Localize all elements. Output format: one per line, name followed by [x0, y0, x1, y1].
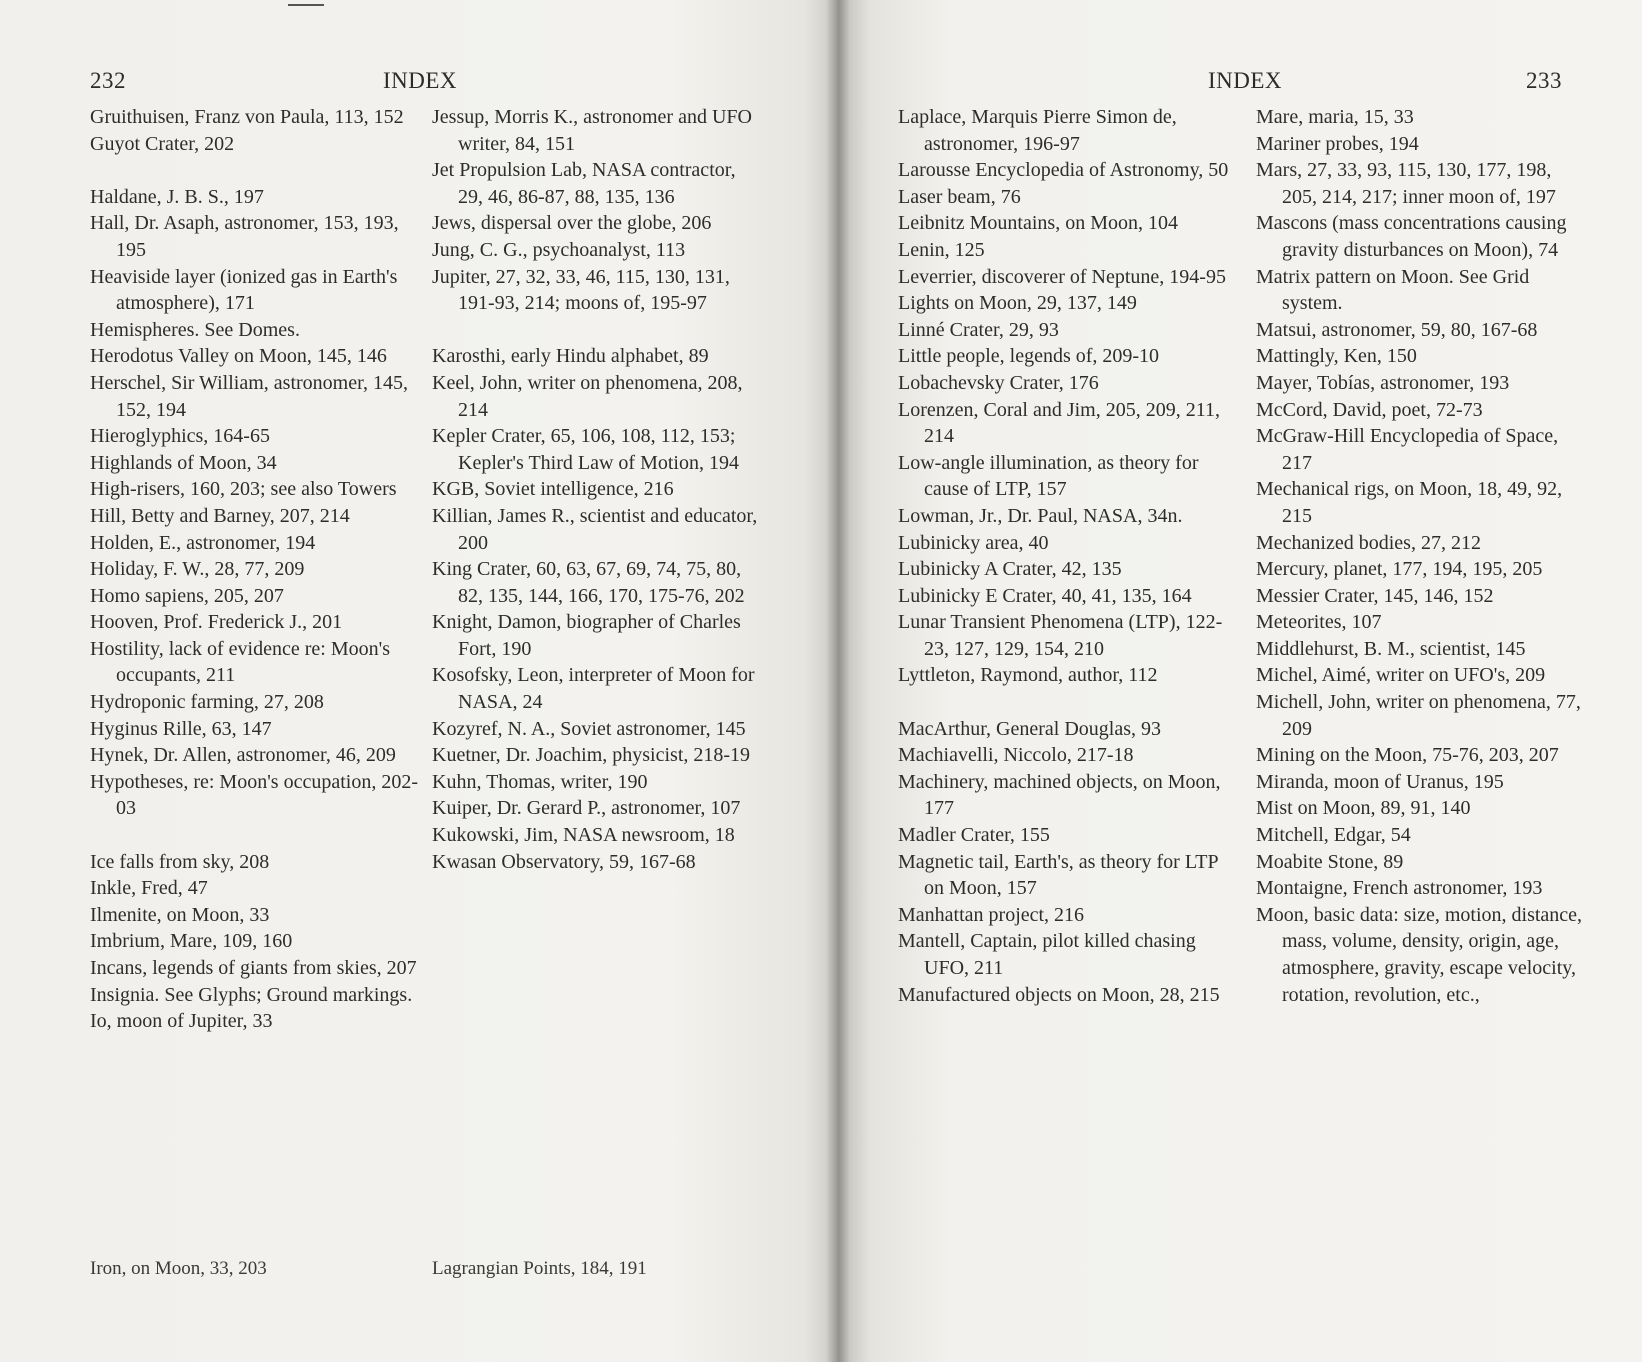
index-entry: Ice falls from sky, 208	[90, 850, 270, 873]
index-entry: Kosofsky, Leon, interpreter of Moon for NASA, 24	[432, 664, 755, 714]
index-entry: Herschel, Sir William, astronomer, 145, 152, 194	[90, 371, 408, 421]
index-entry: Gruithuisen, Franz von Paula, 113, 152	[90, 106, 404, 128]
index-entry: Kwasan Observatory, 59, 167-68	[432, 850, 696, 873]
index-entry: Messier Crater, 145, 146, 152	[1256, 584, 1494, 607]
index-entry: Lubinicky A Crater, 42, 135	[898, 558, 1122, 581]
index-entry: Mechanized bodies, 27, 212	[1256, 531, 1481, 554]
index-entry: Manufactured objects on Moon, 28, 215	[898, 983, 1220, 1006]
left-page-column-1	[90, 104, 420, 1035]
index-entry: Lenin, 125	[898, 238, 985, 261]
index-entry: Kuetner, Dr. Joachim, physicist, 218-19	[432, 744, 751, 767]
index-entry: Laplace, Marquis Pierre Simon de, astronomer, 196-97	[898, 106, 1177, 155]
index-entry: Lunar Transient Phenomena (LTP), 122-23, 127, 129, 154, 210	[898, 611, 1223, 660]
index-entry-bottom-right: Lagrangian Points, 184, 191	[432, 1258, 647, 1279]
index-entry: Mare, maria, 15, 33	[1256, 106, 1414, 128]
index-entry: Machiavelli, Niccolo, 217-18	[898, 744, 1134, 767]
index-entry: Hieroglyphics, 164-65	[90, 425, 270, 448]
index-entry: Leibnitz Mountains, on Moon, 104	[898, 212, 1178, 235]
index-entry: Haldane, J. B. S., 197	[90, 185, 264, 208]
index-entry: Kuiper, Dr. Gerard P., astronomer, 107	[432, 797, 741, 820]
index-entry: Jupiter, 27, 32, 33, 46, 115, 130, 131, 191-93, 214; moons of, 195-97	[432, 265, 730, 315]
index-entry: Kepler Crater, 65, 106, 108, 112, 153; Kepler's Third Law of Motion, 194	[432, 425, 739, 474]
index-entry: Manhattan project, 216	[898, 903, 1085, 926]
index-entry: Herodotus Valley on Moon, 145, 146	[90, 345, 387, 368]
index-entry: Hypotheses, re: Moon's occupation, 202-03	[90, 770, 418, 820]
index-entry: Mariner probes, 194	[1256, 132, 1419, 155]
index-entry: Homo sapiens, 205, 207	[90, 584, 284, 607]
index-entry: Io, moon of Jupiter, 33	[90, 1010, 273, 1033]
index-entry: High-risers, 160, 203; see also Towers	[90, 478, 397, 501]
index-entry: Moabite Stone, 89	[1256, 850, 1404, 873]
index-entry: Knight, Damon, biographer of Charles Fort, 190	[432, 611, 741, 660]
index-entry: Montaigne, French astronomer, 193	[1256, 877, 1543, 900]
index-entry: Jews, dispersal over the globe, 206	[432, 212, 712, 235]
index-entry: Kukowski, Jim, NASA newsroom, 18	[432, 824, 735, 847]
top-rule	[288, 4, 324, 6]
index-entry: Lubinicky area, 40	[898, 531, 1049, 554]
index-entry: MacArthur, General Douglas, 93	[898, 717, 1162, 740]
index-entry: Mist on Moon, 89, 91, 140	[1256, 797, 1471, 820]
index-entry: Lubinicky E Crater, 40, 41, 135, 164	[898, 584, 1192, 607]
index-entry: Hyginus Rille, 63, 147	[90, 717, 272, 740]
index-entry: Killian, James R., scientist and educator, 200	[432, 504, 758, 554]
index-entry: Mattingly, Ken, 150	[1256, 345, 1417, 368]
left-page-column-2	[432, 104, 758, 875]
index-entry: Mascons (mass concentrations causing gravity disturbances on Moon), 74	[1256, 212, 1567, 261]
index-entry: Guyot Crater, 202	[90, 132, 235, 155]
index-entry: Jung, C. G., psychoanalyst, 113	[432, 238, 686, 261]
index-entry: King Crater, 60, 63, 67, 69, 74, 75, 80, 82, 135, 144, 166, 170, 175-76, 202	[432, 558, 745, 607]
index-entry: Mechanical rigs, on Moon, 18, 49, 92, 215	[1256, 478, 1563, 527]
index-entry: Hydroponic farming, 27, 208	[90, 691, 324, 714]
index-entry: KGB, Soviet intelligence, 216	[432, 478, 674, 501]
index-entry: Highlands of Moon, 34	[90, 451, 277, 474]
index-entry: Moon, basic data: size, motion, distance, mass, volume, density, origin, age, atmosphere, gravity, escape velocity, rotation, revolution, etc.,	[1256, 903, 1583, 1006]
index-entry: Kuhn, Thomas, writer, 190	[432, 770, 648, 793]
index-entry: Hynek, Dr. Allen, astronomer, 46, 209	[90, 744, 396, 767]
index-entry: Matsui, astronomer, 59, 80, 167-68	[1256, 318, 1538, 341]
index-entry: Lobachevsky Crater, 176	[898, 371, 1099, 394]
index-entry: Miranda, moon of Uranus, 195	[1256, 770, 1504, 793]
index-entry: Mantell, Captain, pilot killed chasing UFO, 211	[898, 930, 1196, 979]
right-page-header: INDEX	[1208, 68, 1283, 93]
index-entry: Mining on the Moon, 75-76, 203, 207	[1256, 744, 1559, 767]
index-entry: Hill, Betty and Barney, 207, 214	[90, 504, 350, 527]
index-entry: Inkle, Fred, 47	[90, 877, 208, 900]
index-entry: Lorenzen, Coral and Jim, 205, 209, 211, 214	[898, 398, 1220, 448]
right-page	[838, 0, 1642, 1362]
book-gutter	[826, 0, 850, 1362]
index-entry: Mitchell, Edgar, 54	[1256, 824, 1411, 847]
left-page-header: INDEX	[383, 68, 458, 93]
index-entry: Leverrier, discoverer of Neptune, 194-95	[898, 265, 1226, 288]
index-entry: Linné Crater, 29, 93	[898, 318, 1059, 341]
index-entry-bottom-left: Iron, on Moon, 33, 203	[90, 1258, 267, 1279]
index-entry: Machinery, machined objects, on Moon, 177	[898, 770, 1221, 820]
index-entry: Insignia. See Glyphs; Ground markings.	[90, 983, 413, 1006]
index-entry: Imbrium, Mare, 109, 160	[90, 930, 293, 953]
index-entry: Little people, legends of, 209-10	[898, 345, 1160, 368]
index-entry: Michel, Aimé, writer on UFO's, 209	[1256, 664, 1546, 687]
index-entry: Lyttleton, Raymond, author, 112	[898, 664, 1158, 687]
index-entry: Holiday, F. W., 28, 77, 209	[90, 558, 305, 581]
right-page-number: 233	[1526, 68, 1562, 93]
index-entry: Madler Crater, 155	[898, 824, 1050, 847]
index-entry: Low-angle illumination, as theory for cause of LTP, 157	[898, 451, 1199, 501]
index-entry: Michell, John, writer on phenomena, 77, 209	[1256, 691, 1581, 740]
index-entry: Laser beam, 76	[898, 185, 1021, 208]
index-entry: Heaviside layer (ionized gas in Earth's atmosphere), 171	[90, 265, 398, 315]
index-entry: Lowman, Jr., Dr. Paul, NASA, 34n.	[898, 504, 1183, 527]
index-entry: Middlehurst, B. M., scientist, 145	[1256, 637, 1526, 660]
index-entry: Hall, Dr. Asaph, astronomer, 153, 193, 195	[90, 212, 399, 261]
index-entry: Lights on Moon, 29, 137, 149	[898, 292, 1137, 315]
index-entry: Keel, John, writer on phenomena, 208, 214	[432, 371, 743, 421]
index-entry: Matrix pattern on Moon. See Grid system.	[1256, 265, 1530, 315]
index-entry: Meteorites, 107	[1256, 611, 1382, 634]
index-entry: Larousse Encyclopedia of Astronomy, 50	[898, 159, 1229, 182]
index-entry: Ilmenite, on Moon, 33	[90, 903, 270, 926]
index-entry: Hostility, lack of evidence re: Moon's occupants, 211	[90, 637, 391, 687]
index-entry: Magnetic tail, Earth's, as theory for LTP on Moon, 157	[898, 850, 1218, 900]
index-entry: McGraw-Hill Encyclopedia of Space, 217	[1256, 425, 1559, 474]
left-page-number: 232	[90, 68, 126, 93]
index-entry: Holden, E., astronomer, 194	[90, 531, 316, 554]
index-entry: Karosthi, early Hindu alphabet, 89	[432, 345, 709, 368]
index-entry: Mars, 27, 33, 93, 115, 130, 177, 198, 205, 214, 217; inner moon of, 197	[1256, 159, 1556, 208]
index-entry: Hemispheres. See Domes.	[90, 318, 300, 341]
index-entry: Mayer, Tobías, astronomer, 193	[1256, 371, 1510, 394]
index-entry: Hooven, Prof. Frederick J., 201	[90, 611, 343, 634]
index-entry: McCord, David, poet, 72-73	[1256, 398, 1483, 421]
index-entry: Mercury, planet, 177, 194, 195, 205	[1256, 558, 1543, 581]
index-entry: Jessup, Morris K., astronomer and UFO writer, 84, 151	[432, 106, 752, 155]
right-page-column-2	[1256, 104, 1590, 1008]
index-entry: Kozyref, N. A., Soviet astronomer, 145	[432, 717, 746, 740]
index-entry: Jet Propulsion Lab, NASA contractor, 29, 46, 86-87, 88, 135, 136	[432, 159, 736, 208]
index-entry: Incans, legends of giants from skies, 207	[90, 957, 417, 979]
right-page-column-1	[898, 104, 1232, 1008]
